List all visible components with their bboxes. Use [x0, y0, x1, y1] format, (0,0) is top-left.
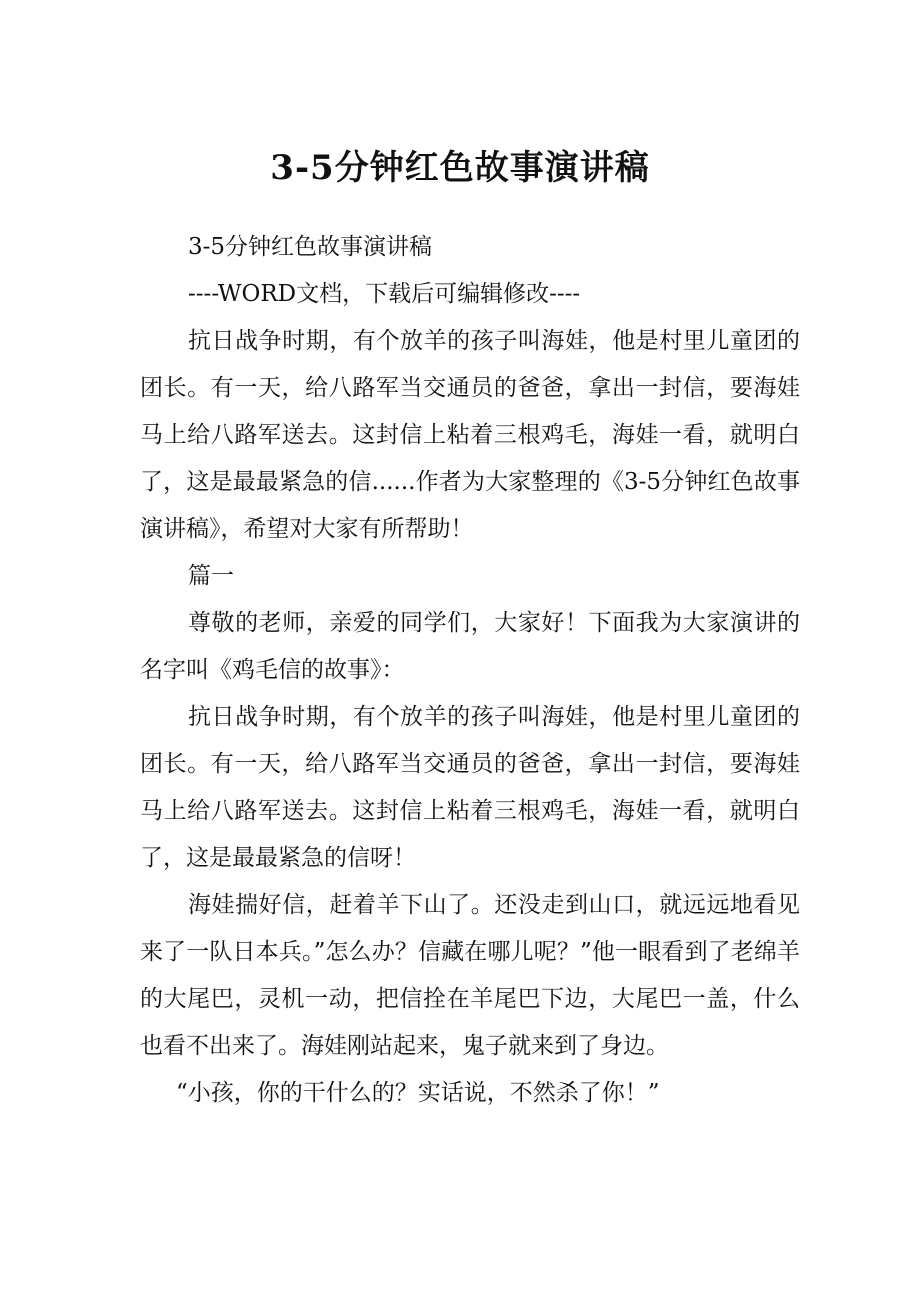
paragraph-word-note: ----WORD文档，下载后可编辑修改----: [188, 281, 581, 307]
paragraph-story-1: 抗日战争时期，有个放羊的孩子叫海娃，他是村里儿童团的团长。有一天，给八路军当交通员的爸爸，拿出一封信，要海娃马上给八路军送去。这封信上粘着三根鸡毛，海娃一看，就明白了，这是最最紧急的信呀！: [140, 704, 800, 871]
paragraph-greeting: 尊敬的老师，亲爱的同学们，大家好！下面我为大家演讲的名字叫《鸡毛信的故事》：: [140, 610, 800, 683]
paragraph-story-3: “小孩，你的干什么的？实话说，不然杀了你！”: [176, 1080, 660, 1106]
paragraph-story-2: 海娃揣好信，赶着羊下山了。还没走到山口，就远远地看见来了一队日本兵。”怎么办？信藏在哪儿呢？”他一眼看到了老绵羊的大尾巴，灵机一动，把信拴在羊尾巴下边，大尾巴一盖，什么也看不出来了。海娃刚站起来，鬼子就来到了身边。: [140, 892, 800, 1059]
paragraph-subtitle: 3-5分钟红色故事演讲稿: [188, 234, 433, 260]
paragraph-section-heading: 篇一: [188, 563, 234, 589]
paragraph-intro: 抗日战争时期，有个放羊的孩子叫海娃，他是村里儿童团的团长。有一天，给八路军当交通员的爸爸，拿出一封信，要海娃马上给八路军送去。这封信上粘着三根鸡毛，海娃一看，就明白了，这是最最紧急的信......作者为大家整理的《3-5分钟红色故事演讲稿》，希望对大家有所帮助！: [140, 328, 800, 542]
document-body: [140, 224, 800, 1117]
document-title: 3-5分钟红色故事演讲稿: [270, 148, 650, 188]
